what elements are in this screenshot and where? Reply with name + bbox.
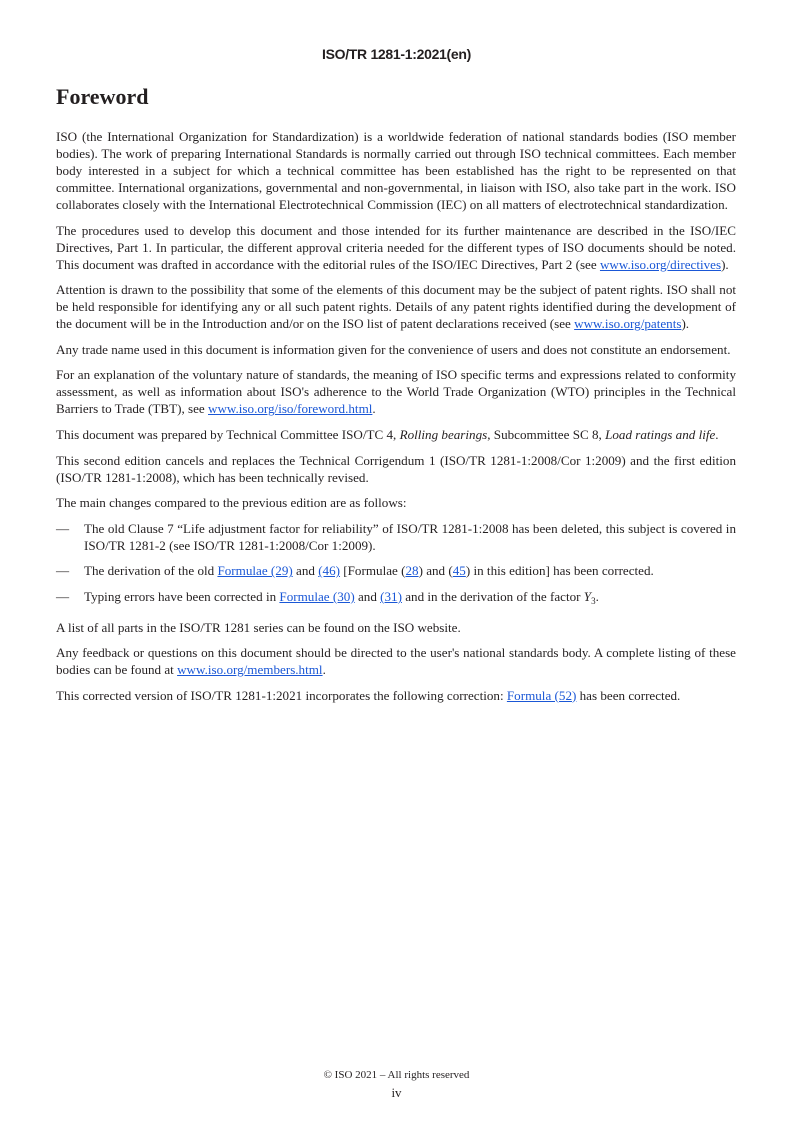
paragraph-prepared-by bbox=[56, 426, 736, 443]
paragraph-main-changes: The main changes compared to the previous edition are as follows: bbox=[56, 495, 407, 511]
dash-bullet: — bbox=[56, 520, 70, 536]
committee-name: Rolling bearings bbox=[399, 426, 488, 442]
page-title: Foreword bbox=[56, 84, 149, 109]
link-formula-28[interactable]: 28 bbox=[405, 563, 419, 579]
paragraph-voluntary-nature bbox=[56, 366, 736, 417]
text: This corrected version of ISO/TR 1281-1:2021 incorporates the following correction: bbox=[56, 687, 507, 703]
text: ). bbox=[681, 316, 690, 332]
link-formula-45[interactable]: 45 bbox=[452, 563, 466, 579]
link-patents[interactable]: www.iso.org/patents bbox=[574, 316, 682, 332]
text: ). bbox=[721, 256, 729, 272]
text: has been corrected. bbox=[576, 687, 681, 703]
paragraph-procedures bbox=[56, 222, 736, 273]
paragraph-correction bbox=[56, 687, 736, 704]
list-item bbox=[56, 562, 736, 579]
paragraph-iso-intro: ISO (the International Organization for Standardization) is a worldwide federation of national standards bodies (ISO member bodies). The work of preparing International Standards is normally carried out through ISO technical committees. Each member body interested in a subject for which a technical committee has been established has the right to be represented on that committee. International organizations, governmental and non-governmental, in liaison with ISO, also take part in the work. ISO collaborates closely with the International Electrotechnical Commission (IEC) on all matters of electrotechnical standardization. bbox=[56, 129, 736, 212]
text: , Subcommittee SC 8, bbox=[487, 426, 606, 442]
foreword-body bbox=[56, 128, 736, 712]
text: . bbox=[322, 662, 326, 678]
text: and bbox=[354, 588, 381, 604]
text: For an explanation of the voluntary nature of standards, the meaning of ISO specific terms and expressions related to conformity assessment, as well as information about ISO's adherence to the World Trade Organization (WTO) principles in the Technical Barriers to Trade (TBT), see bbox=[56, 367, 736, 417]
text: and in the derivation of the factor bbox=[401, 588, 584, 604]
text: The old Clause 7 “Life adjustment factor for reliability” of ISO/TR 1281-1:2008 has been deleted, this subject is covered in ISO/TR 1281-2 (see ISO/TR 1281-1:2008/Cor 1:2009). bbox=[84, 520, 736, 553]
text: Any feedback or questions on this document should be directed to the user's national standards body. A complete listing of these bodies can be found at bbox=[56, 645, 736, 678]
text: This document was prepared by Technical Committee ISO/TC 4, bbox=[56, 426, 400, 442]
factor-subscript: 3 bbox=[591, 595, 596, 606]
link-formulae-29[interactable]: Formulae (29) bbox=[217, 563, 293, 579]
text: ) in this edition] has been corrected. bbox=[465, 563, 654, 579]
text: and bbox=[292, 563, 319, 579]
paragraph-series-list: A list of all parts in the ISO/TR 1281 series can be found on the ISO website. bbox=[56, 619, 461, 635]
changes-list bbox=[56, 520, 736, 610]
text: ) and ( bbox=[418, 563, 453, 579]
document-id-header: ISO/TR 1281-1:2021(en) bbox=[321, 46, 472, 62]
link-foreword[interactable]: www.iso.org/iso/foreword.html bbox=[208, 401, 373, 417]
paragraph-trade-name: Any trade name used in this document is information given for the convenience of users and does not constitute an endorsement. bbox=[56, 341, 731, 357]
text: The procedures used to develop this document and those intended for its further maintenance are described in the ISO/IEC Directives, Part 1. In particular, the different approval criteria needed for the different types of ISO documents should be noted. This document was drafted in accordance with the editorial rules of the ISO/IEC Directives, Part 2 (see bbox=[56, 222, 736, 272]
text: . bbox=[372, 401, 376, 417]
paragraph-patents bbox=[56, 281, 736, 332]
link-formulae-30[interactable]: Formulae (30) bbox=[279, 588, 355, 604]
text: Typing errors have been corrected in bbox=[84, 588, 280, 604]
paragraph-edition: This second edition cancels and replaces the Technical Corrigendum 1 (ISO/TR 1281-1:2008/Cor 1:2009) and the first edition (ISO/TR 1281-1:2008), which has been technically revised. bbox=[56, 452, 736, 485]
subcommittee-name: Load ratings and life bbox=[605, 426, 716, 442]
link-directives[interactable]: www.iso.org/directives bbox=[599, 256, 722, 272]
text: [Formulae ( bbox=[340, 563, 406, 579]
link-formula-46[interactable]: (46) bbox=[318, 563, 341, 579]
factor-variable: Y bbox=[583, 588, 592, 604]
dash-bullet: — bbox=[56, 588, 70, 604]
link-formula-31[interactable]: (31) bbox=[380, 588, 402, 604]
text: Attention is drawn to the possibility that some of the elements of this document may be the subject of patent rights. ISO shall not be held responsible for identifying any or all such patent rights. Details of any patent rights identified during the development of the document will be in the Introduction and/or on the ISO list of patent declarations received (see bbox=[56, 282, 736, 332]
link-members[interactable]: www.iso.org/members.html bbox=[177, 662, 323, 678]
text: The derivation of the old bbox=[84, 563, 218, 579]
text: . bbox=[595, 588, 599, 604]
dash-bullet: — bbox=[56, 563, 70, 579]
page-number: iv bbox=[391, 1085, 402, 1100]
link-formula-52[interactable]: Formula (52) bbox=[506, 687, 577, 703]
text: . bbox=[715, 426, 719, 442]
page-footer bbox=[0, 1066, 793, 1102]
list-item bbox=[56, 588, 736, 610]
copyright-notice: © ISO 2021 – All rights reserved bbox=[323, 1069, 470, 1081]
paragraph-feedback bbox=[56, 644, 736, 678]
list-item bbox=[56, 520, 736, 554]
